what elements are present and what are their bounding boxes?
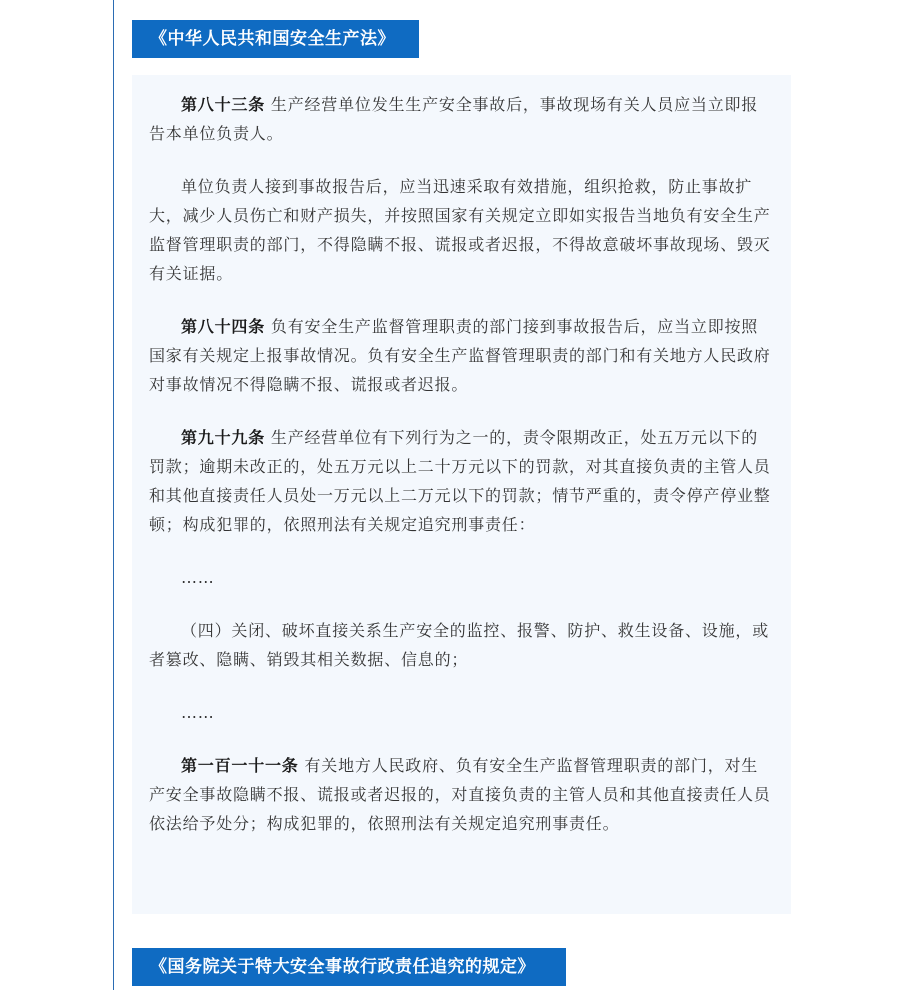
section-title-safety-law: 《中华人民共和国安全生产法》 [132,20,419,58]
paragraph-text: （四）关闭、破坏直接关系生产安全的监控、报警、防护、救生设备、设施，或者篡改、隐瞒、销毁其相关数据、信息的； [149,621,770,669]
ellipsis-paragraph [149,563,774,592]
paragraph-article-111 [149,751,774,838]
ellipsis-paragraph [149,698,774,727]
law-excerpt-box [132,75,791,914]
article-number: 第八十四条 [181,317,266,336]
article-number: 第九十九条 [181,428,266,447]
paragraph-text: …… [181,703,215,722]
paragraph-article-83 [149,90,774,148]
paragraph-article-99 [149,423,774,539]
article-number: 第八十三条 [181,95,266,114]
article-number: 第一百一十一条 [181,756,299,775]
paragraph-text: 生产经营单位发生生产安全事故后，事故现场有关人员应当立即报告本单位负责人。 [149,95,759,143]
paragraph-article-84 [149,312,774,399]
paragraph-text: 单位负责人接到事故报告后，应当迅速采取有效措施，组织抢救，防止事故扩大，减少人员伤亡和财产损失，并按照国家有关规定立即如实报告当地负有安全生产监督管理职责的部门，不得隐瞒不报、谎报或者迟报，不得故意破坏事故现场、毁灭有关证据。 [149,177,771,283]
paragraph-item-4 [149,616,774,674]
paragraph-text: 负有安全生产监督管理职责的部门接到事故报告后，应当立即按照国家有关规定上报事故情况。负有安全生产监督管理职责的部门和有关地方人民政府对事故情况不得隐瞒不报、谎报或者迟报。 [149,317,771,394]
paragraph-responsible-person [149,172,774,288]
paragraph-text: 有关地方人民政府、负有安全生产监督管理职责的部门，对生产安全事故隐瞒不报、谎报或者迟报的，对直接负责的主管人员和其他直接责任人员依法给予处分；构成犯罪的，依照刑法有关规定追究刑事责任。 [149,756,771,833]
section-title-state-council-rules: 《国务院关于特大安全事故行政责任追究的规定》 [132,948,566,986]
left-border-line [113,0,114,990]
paragraph-text: 生产经营单位有下列行为之一的，责令限期改正，处五万元以下的罚款；逾期未改正的，处五万元以上二十万元以下的罚款，对其直接负责的主管人员和其他直接责任人员处一万元以上二万元以下的罚款；情节严重的，责令停产停业整顿；构成犯罪的，依照刑法有关规定追究刑事责任： [149,428,771,534]
paragraph-text: …… [181,568,215,587]
